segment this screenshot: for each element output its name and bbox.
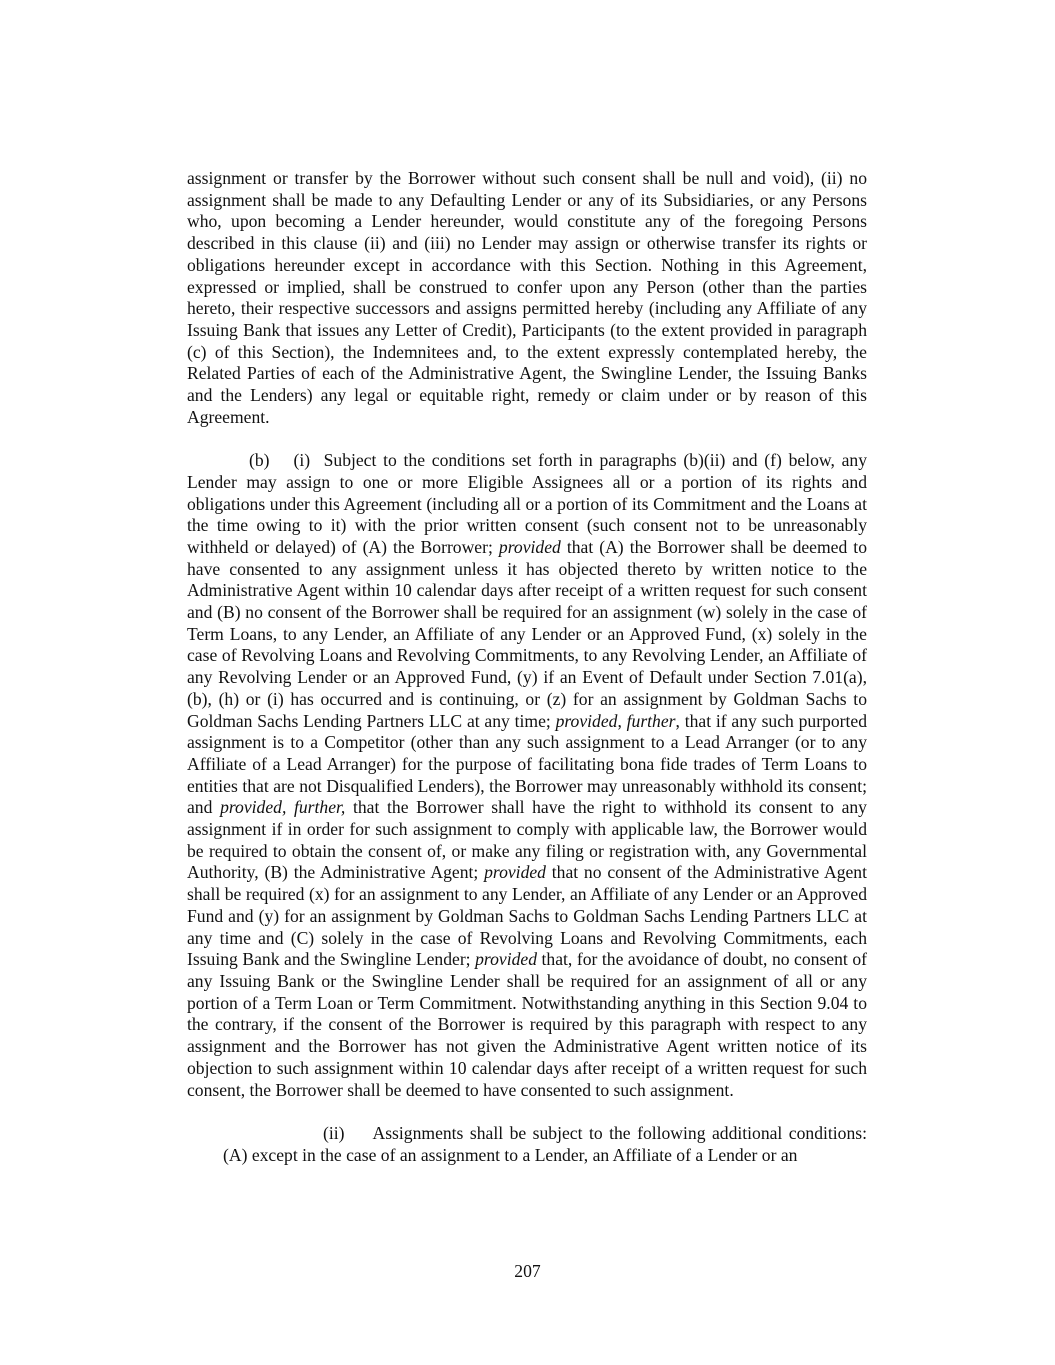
italic-segment: provided <box>498 536 561 557</box>
clause-label-ii: (ii) <box>323 1122 345 1143</box>
italic-segment: provided <box>555 710 618 731</box>
text-segment: that the Borrower shall have the right to withhold its consent to any assignment if in order for such assignment to comply with applicable law, the Borrower would be required to obtain the consent of, or make any filing or registration with, any Governmental Authority, (B) the Administrative Agent; <box>187 797 867 883</box>
text-segment: Subject to the conditions set forth in paragraphs (b)(ii) and (f) below, any Lender may assign to one or more Eligible Assignees all or a portion of its rights and obligations under this Agreement (including all or a portion of its Commitment and the Loans at the time owing to it) with the prior written consent (such consent not to be unreasonably withheld or delayed) of (A) the Borrower; <box>187 450 867 557</box>
text-segment: Assignments shall be subject to the following additional conditions: (A) except in the case of an assignment to a Lender, an Affiliate of a Lender or an <box>223 1122 867 1165</box>
text-segment: , that if any such purported assignment is to a Competitor (other than any such assignment to a Lead Arranger (or to any Affiliate of a Lead Arranger) for the purpose of facilitating bona fide trades of Term Loans to entities that are not Disqualified Lenders), the Borrower may unreasonably withhold its consent; and <box>187 710 868 818</box>
text-segment: that no consent of the Administrative Agent shall be required (x) for an assignment to any Lender, an Affiliate of any Lender or an Approved Fund and (y) for an assignment by Goldman Sachs to Goldman Sachs Lending Partners LLC at any time and (C) solely in the case of Revolving Loans and Revolving Commitments, each Issuing Bank and the Swingline Lender; <box>187 862 867 970</box>
paragraph-text: assignment or transfer by the Borrower without such consent shall be null and void), (ii) no assignment shall be made to any Defaulting Lender or any of its Subsidiaries, or any Persons who, upon becoming a Lender hereunder, would constitute any of the foregoing Persons described in this clause (ii) and (iii) no Lender may assign or otherwise transfer its rights or obligations hereunder except in accordance with this Section. Nothing in this Agreement, expressed or implied, shall be construed to confer upon any Person (other than the parties hereto, their respective successors and assigns permitted hereby (including any Affiliate of any Issuing Bank that issues any Letter of Credit), Participants (to the extent provided in paragraph (c) of this Section), the Indemnitees and, to the extent expressly contemplated hereby, the Related Parties of each of the Administrative Agent, the Swingline Lender, the Issuing Banks and the Lenders) any legal or equitable right, remedy or claim under or by reason of this Agreement. <box>187 168 867 427</box>
text-segment: that, for the avoidance of doubt, no consent of any Issuing Bank or the Swingline Lender shall be required for an assignment of all or any portion of a Term Loan or Term Commitment. Notwithstanding anything in this Section 9.04 to the contrary, if the consent of the Borrower is required by this paragraph with respect to any assignment and the Borrower has not given the Administrative Agent written notice of its objection to such assignment within 10 calendar days after receipt of a written request for such consent, the Borrower shall be deemed to have consented to such assignment. <box>187 949 867 1100</box>
clause-label-b: (b) <box>249 450 270 471</box>
text-segment: , <box>617 710 627 731</box>
italic-segment: provided, further, <box>220 797 346 818</box>
italic-segment: provided <box>484 862 546 883</box>
paragraph-continuation <box>187 168 867 428</box>
italic-segment: further <box>626 710 676 731</box>
page-number: 207 <box>514 1261 541 1281</box>
paragraph-b-i <box>187 450 867 1101</box>
paragraph-b-ii <box>186 1123 867 1166</box>
text-segment: that (A) the Borrower shall be deemed to have consented to any assignment unless it has objected thereto by written notice to the Administrative Agent within 10 calendar days after receipt of a written request for such consent and (B) no consent of the Borrower shall be required for an assignment (w) solely in the case of Term Loans, to any Lender, an Affiliate of any Lender or an Approved Fund, (x) solely in the case of Revolving Loans and Revolving Commitments, to any Revolving Lender, an Affiliate of any Revolving Lender or an Approved Fund, (y) if an Event of Default under Section 7.01(a), (b), (h) or (i) has occurred and is continuing, or (z) for an assignment by Goldman Sachs to Goldman Sachs Lending Partners LLC at any time; <box>187 536 867 731</box>
document-body <box>187 168 867 1166</box>
italic-segment: provided <box>475 949 537 970</box>
clause-label-i: (i) <box>293 450 311 471</box>
